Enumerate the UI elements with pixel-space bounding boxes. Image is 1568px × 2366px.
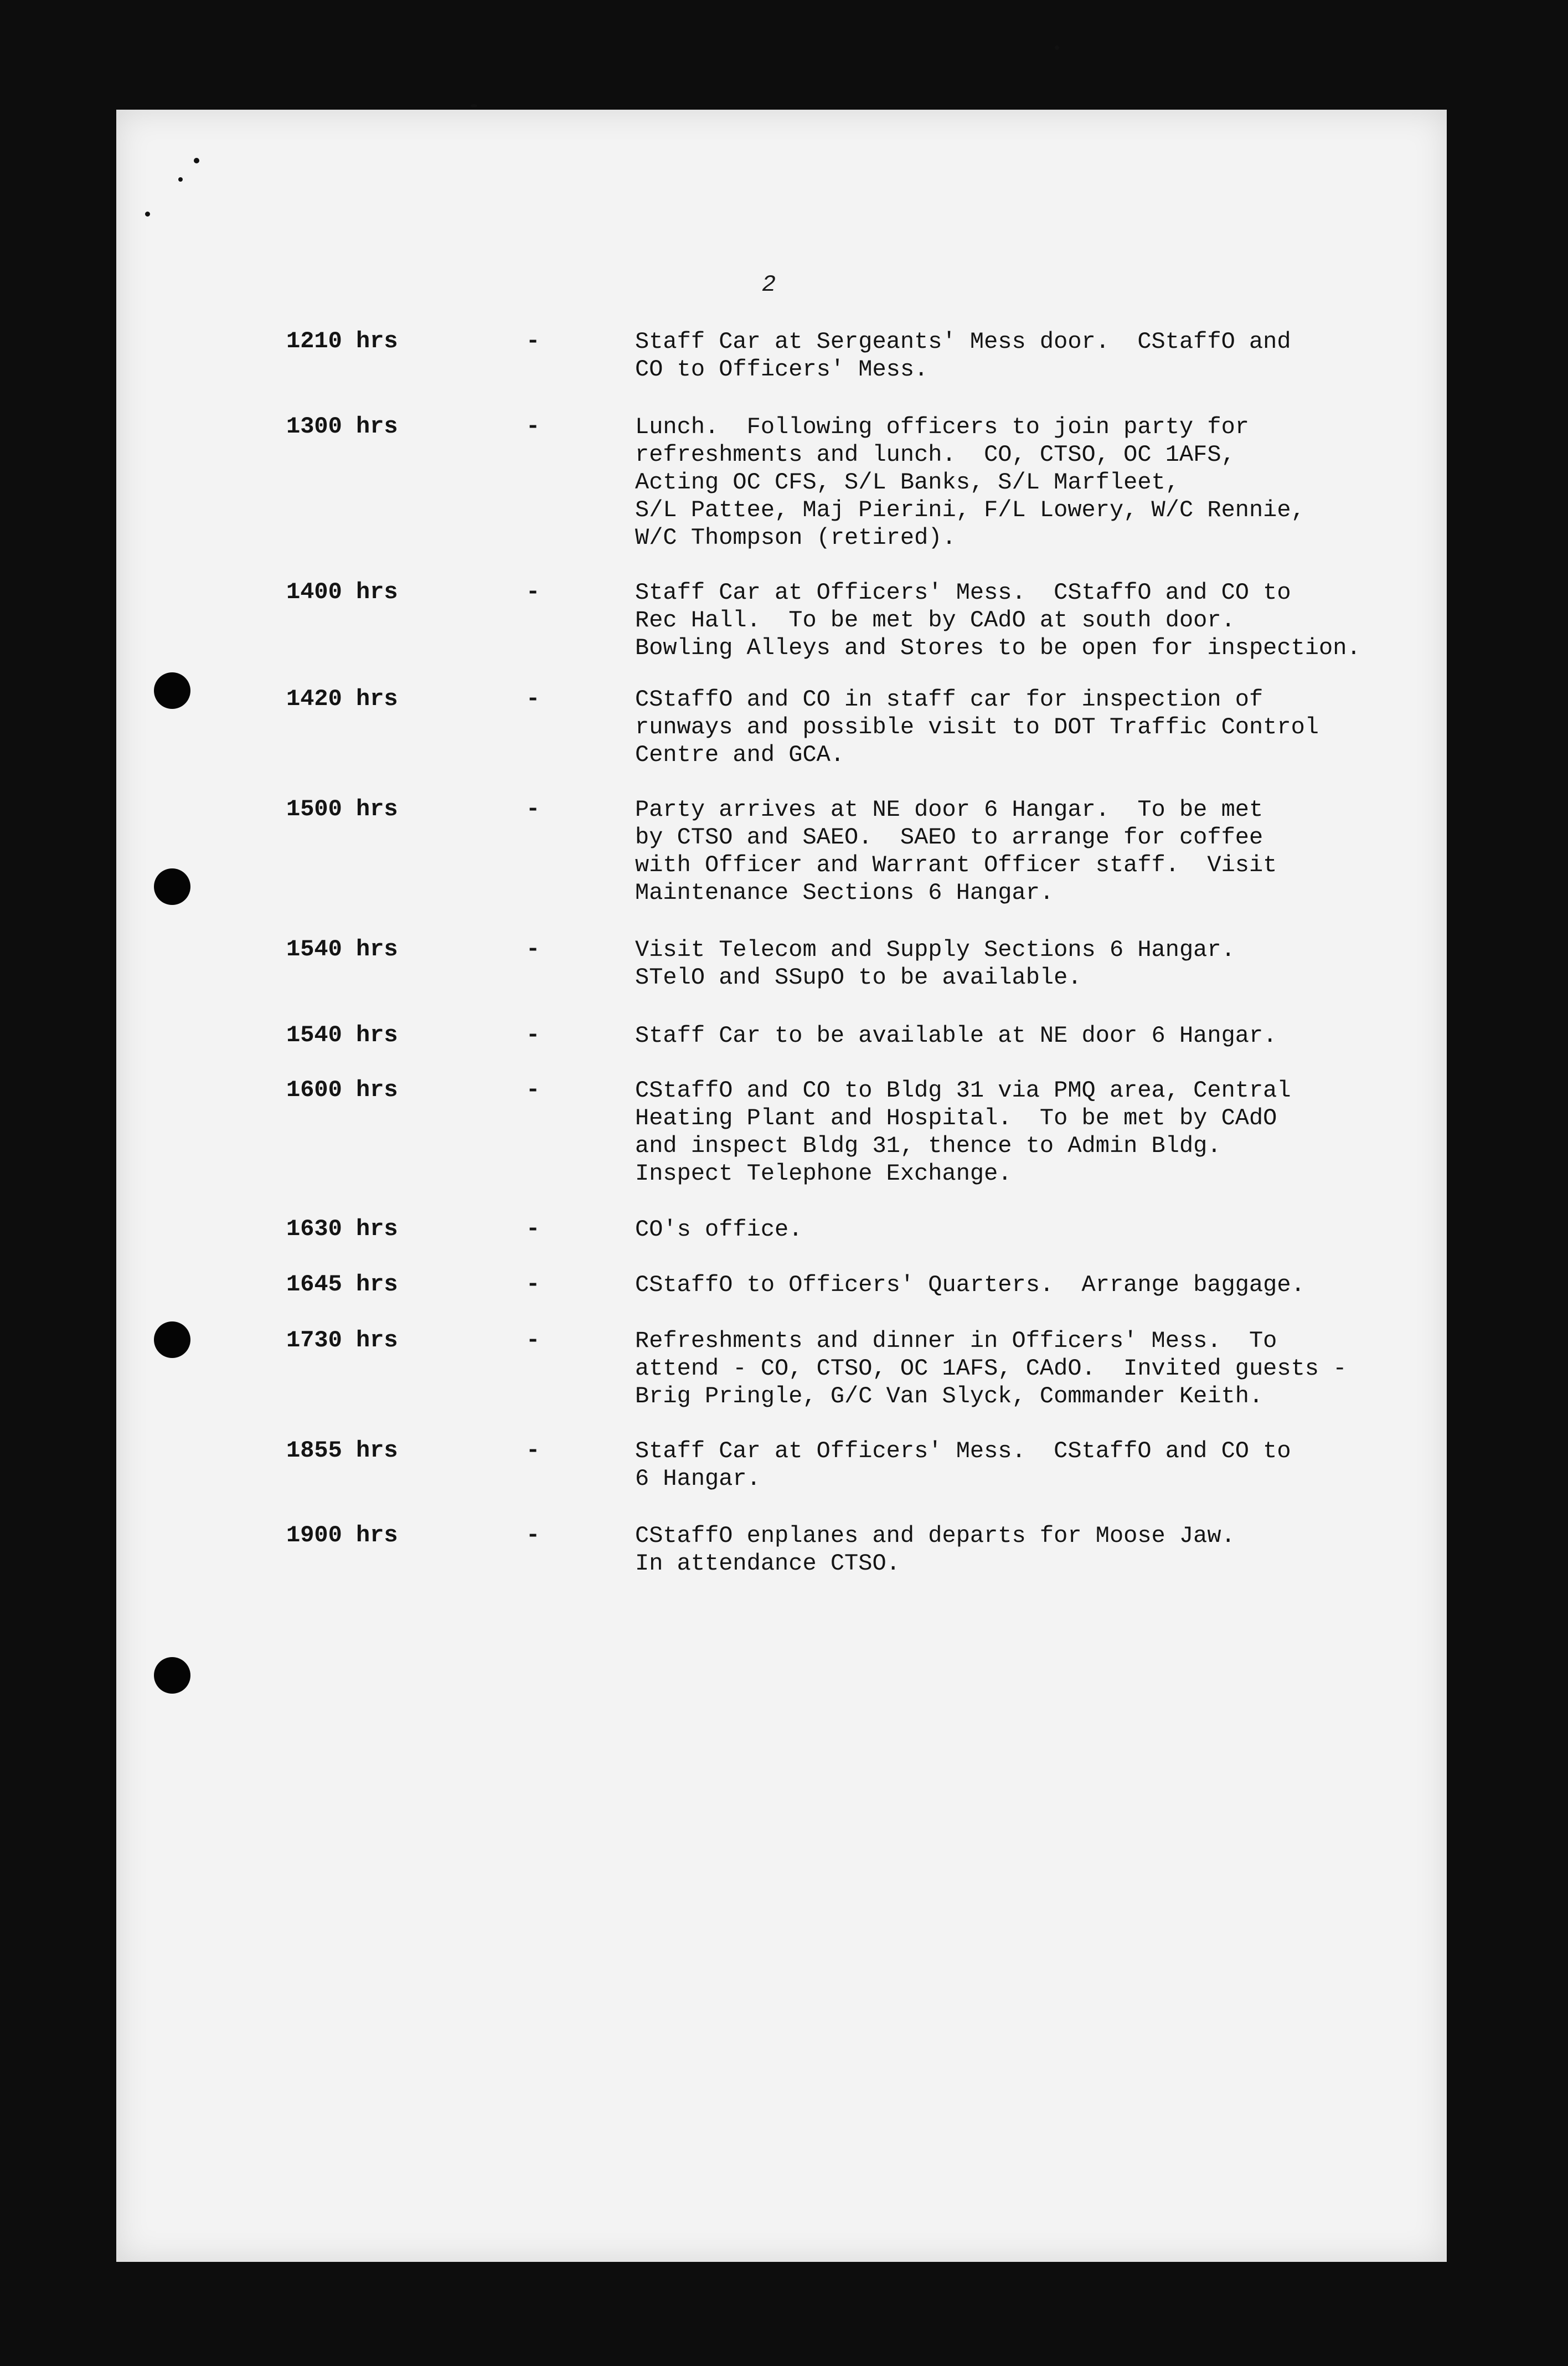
entry-description: CStaffO to Officers' Quarters. Arrange baggage. [635, 1272, 1305, 1298]
entry-description: Staff Car at Officers' Mess. CStaffO and CO to Rec Hall. To be met by CAdO at south door. Bowling Alleys and Stores to be open for inspection. [635, 579, 1361, 661]
entry-description: CStaffO and CO to Bldg 31 via PMQ area, Central Heating Plant and Hospital. To be met by CAdO and inspect Bldg 31, thence to Admin Bldg. Inspect Telephone Exchange. [635, 1077, 1291, 1187]
entry-time: 1420 hrs [286, 686, 398, 712]
entry-time: 1300 hrs [286, 413, 398, 440]
entry-description: Lunch. Following officers to join party for refreshments and lunch. CO, CTSO, OC 1AFS, Acting OC CFS, S/L Banks, S/L Marfleet, S/L Pattee, Maj Pierini, F/L Lowery, W/C Rennie, W/C Thompson (retired). [635, 414, 1305, 551]
entry-description: Party arrives at NE door 6 Hangar. To be met by CTSO and SAEO. SAEO to arrange for coffee with Officer and Warrant Officer staff. Visit Maintenance Sections 6 Hangar. [635, 796, 1277, 906]
entry-time: 1500 hrs [286, 796, 398, 822]
page-number: 2 [762, 271, 776, 298]
entry-time: 1645 hrs [286, 1271, 398, 1298]
entry-time: 1540 hrs [286, 936, 398, 963]
entry-description: Staff Car at Officers' Mess. CStaffO and CO to 6 Hangar. [635, 1438, 1291, 1492]
entry-dash: - [526, 413, 540, 440]
entry-time: 1400 hrs [286, 579, 398, 605]
entry-dash: - [526, 1216, 540, 1242]
entry-dash: - [526, 936, 540, 963]
entry-dash: - [526, 1437, 540, 1464]
entry-description: Staff Car at Sergeants' Mess door. CStaffO and CO to Officers' Mess. [635, 328, 1291, 383]
entry-description: Refreshments and dinner in Officers' Mess. To attend - CO, CTSO, OC 1AFS, CAdO. Invited guests - Brig Pringle, G/C Van Slyck, Commander Keith. [635, 1328, 1347, 1410]
entry-dash: - [526, 328, 540, 354]
entry-time: 1855 hrs [286, 1437, 398, 1464]
entry-dash: - [526, 1271, 540, 1298]
entry-description: CStaffO enplanes and departs for Moose Jaw. In attendance CTSO. [635, 1523, 1235, 1577]
entry-dash: - [526, 1522, 540, 1549]
entry-time: 1210 hrs [286, 328, 398, 354]
entry-description: CO's office. [635, 1216, 803, 1243]
entry-dash: - [526, 579, 540, 605]
entry-time: 1600 hrs [286, 1077, 398, 1103]
entry-description: Visit Telecom and Supply Sections 6 Hangar. STelO and SSupO to be available. [635, 937, 1235, 991]
entry-description: CStaffO and CO in staff car for inspection of runways and possible visit to DOT Traffic Control Centre and GCA. [635, 686, 1319, 768]
entry-description: Staff Car to be available at NE door 6 Hangar. [635, 1022, 1277, 1049]
entry-time: 1730 hrs [286, 1327, 398, 1354]
entry-dash: - [526, 1077, 540, 1103]
entry-time: 1540 hrs [286, 1022, 398, 1048]
entry-time: 1900 hrs [286, 1522, 398, 1549]
entry-dash: - [526, 686, 540, 712]
entry-dash: - [526, 796, 540, 822]
entry-dash: - [526, 1022, 540, 1048]
entry-dash: - [526, 1327, 540, 1354]
entry-time: 1630 hrs [286, 1216, 398, 1242]
